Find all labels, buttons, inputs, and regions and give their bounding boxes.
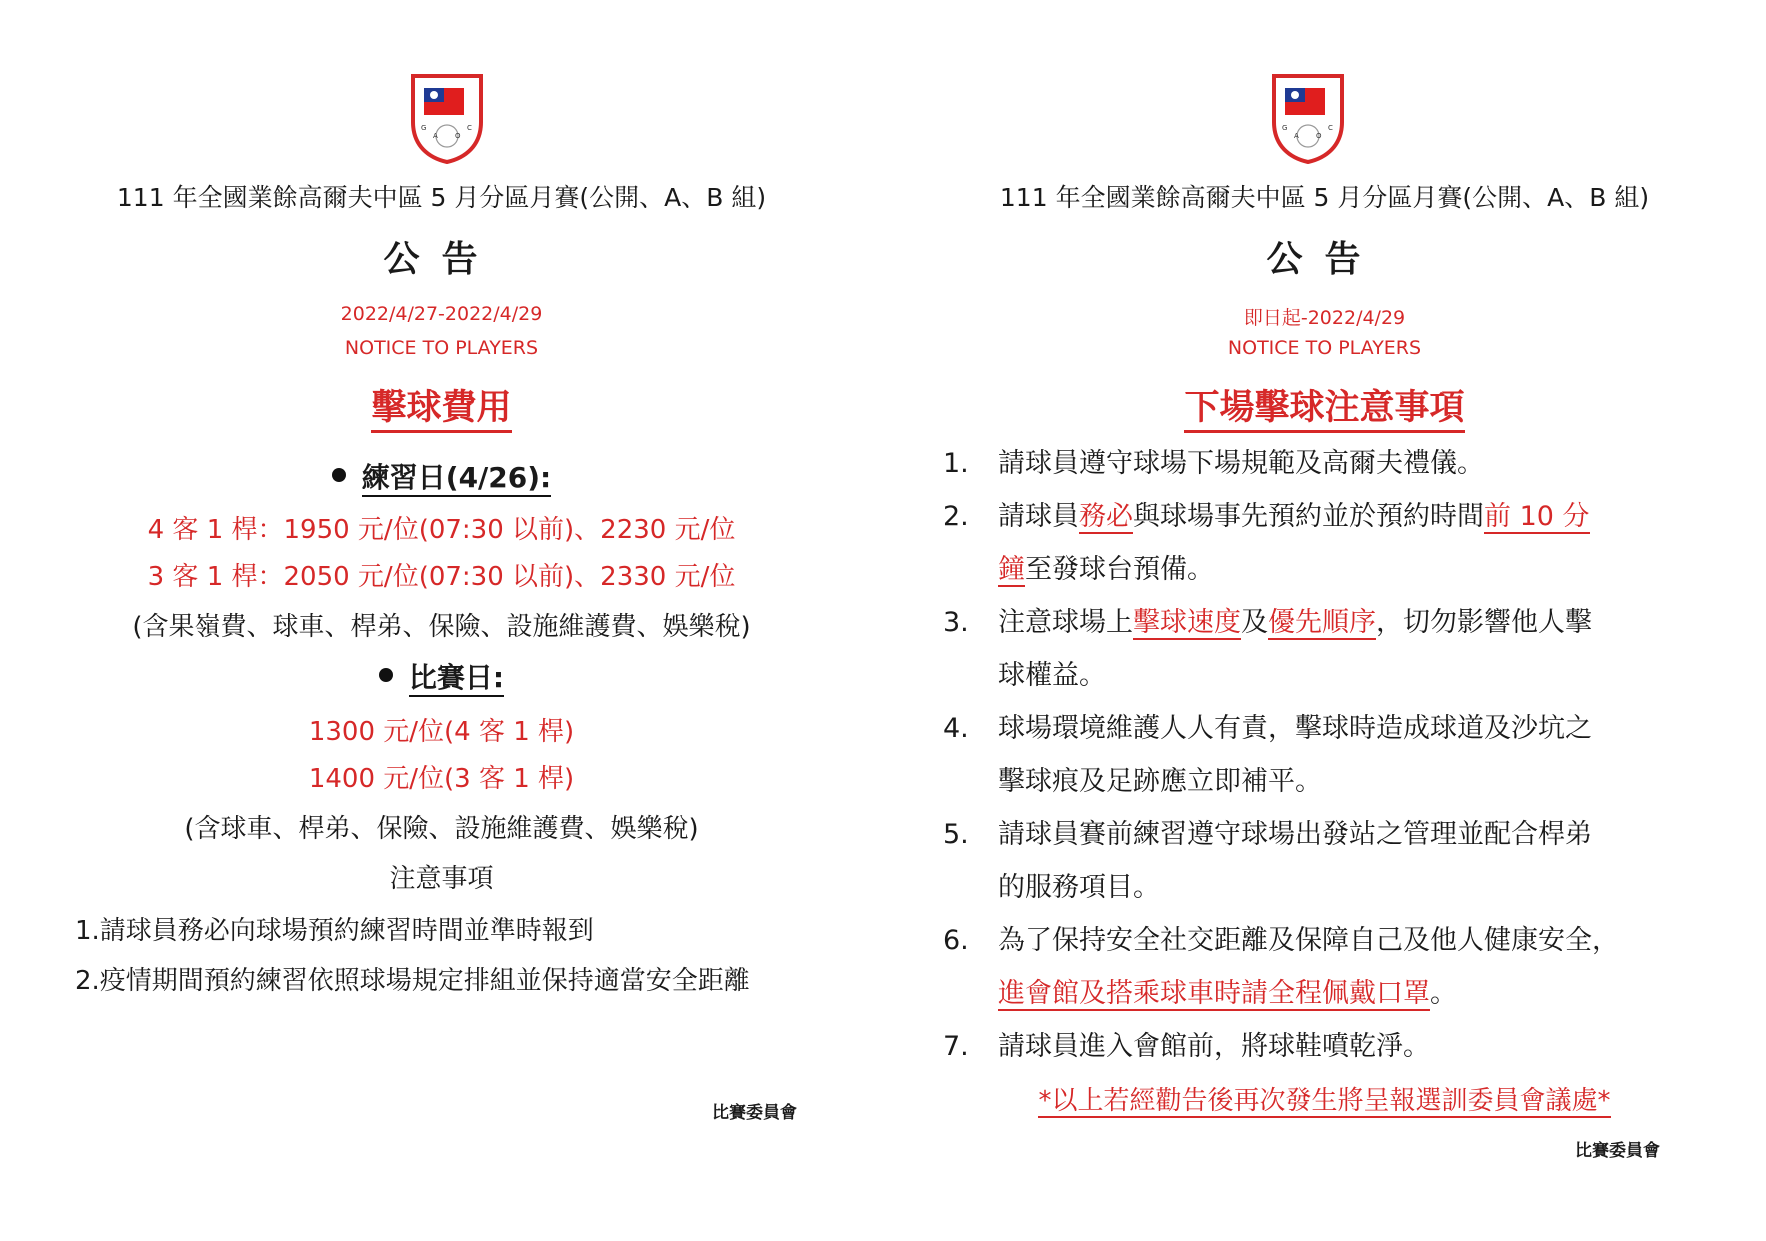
rule-highlight: 擊球速度: [1133, 607, 1241, 638]
rule-text: 球權益。: [998, 660, 1106, 691]
rule-text: 擊球痕及足跡應立即補平。: [998, 766, 1322, 797]
bullet-icon: [332, 468, 346, 482]
svg-text:O: O: [455, 132, 461, 140]
garoc-logo: [1268, 70, 1348, 165]
rule-text: 為了保持安全社交距離及保障自己及他人健康安全，: [998, 925, 1619, 956]
notice-heading: 公告: [383, 239, 500, 280]
rule-text: 請球員: [998, 501, 1079, 532]
note-item: 2.疫情期間預約練習依照球場規定排組並保持適當安全距離: [75, 966, 750, 996]
rule-text: 的服務項目。: [998, 872, 1160, 903]
match-fee-line: 1400 元/位(3 客 1 桿): [308, 764, 575, 794]
event-title: 111 年全國業餘高爾夫中區 5 月分區月賽(公開、A、B 組): [116, 183, 767, 212]
rule-text: 請球員遵守球場下場規範及高爾夫禮儀。: [998, 448, 1484, 479]
rule-text: 與球場事先預約並於預約時間: [1133, 501, 1484, 532]
committee-signature: 比賽委員會: [712, 1103, 797, 1123]
rule-highlight: 進會館及搭乘球車時請全程佩戴口罩: [998, 978, 1430, 1009]
notice-to-players: NOTICE TO PLAYERS: [1227, 337, 1422, 359]
svg-text:C: C: [1328, 124, 1333, 132]
match-fee-includes: (含球車、桿弟、保險、設施維護費、娛樂稅): [184, 814, 699, 844]
match-day-label: 比賽日:: [409, 661, 504, 697]
right-notice-panel: [883, 0, 1766, 1241]
svg-text:G: G: [421, 124, 427, 132]
rule-number: 3.: [943, 607, 969, 638]
practice-day-heading: [0, 456, 883, 496]
practice-fee-line: 3 客 1 桿：2050 元/位(07:30 以前)、2330 元/位: [147, 562, 736, 592]
rule-text: 請球員賽前練習遵守球場出發站之管理並配合桿弟: [998, 819, 1592, 850]
rule-text: 球場環境維護人人有責，擊球時造成球道及沙坑之: [998, 713, 1592, 744]
svg-text:G: G: [1282, 124, 1288, 132]
rule-text: ，切勿影響他人擊: [1376, 607, 1592, 638]
rule-highlight: 優先順序: [1268, 607, 1376, 638]
rule-highlight: 務必: [1079, 501, 1133, 532]
committee-signature: 比賽委員會: [1575, 1141, 1660, 1161]
section-title: [883, 380, 1766, 430]
practice-day-label: 練習日(4/26):: [362, 461, 551, 497]
rule-text: 及: [1241, 607, 1268, 638]
svg-text:A: A: [433, 132, 438, 140]
rule-number: 6.: [943, 925, 969, 956]
notice-to-players: NOTICE TO PLAYERS: [344, 337, 539, 359]
practice-fee-includes: (含果嶺費、球車、桿弟、保險、設施維護費、娛樂稅): [132, 612, 751, 642]
bullet-icon: [379, 668, 393, 682]
match-fee-line: 1300 元/位(4 客 1 桿): [308, 717, 575, 747]
svg-text:O: O: [1316, 132, 1322, 140]
rule-text: 請球員進入會館前，將球鞋噴乾淨。: [998, 1031, 1430, 1062]
rule-text: 。: [1430, 978, 1457, 1009]
warning-text: *以上若經勸告後再次發生將呈報選訓委員會議處*: [1038, 1086, 1611, 1116]
note-item: 1.請球員務必向球場預約練習時間並準時報到: [75, 916, 594, 946]
section-title: [0, 380, 883, 430]
practice-fee-line: 4 客 1 桿：1950 元/位(07:30 以前)、2230 元/位: [147, 515, 736, 545]
svg-text:A: A: [1294, 132, 1299, 140]
rule-number: 4.: [943, 713, 969, 744]
date-range: 即日起-2022/4/29: [1243, 307, 1406, 329]
rule-number: 5.: [943, 819, 969, 850]
notes-heading: 注意事項: [389, 864, 494, 894]
garoc-logo: [407, 70, 487, 165]
rule-highlight: 鐘: [998, 554, 1025, 585]
section-title-text: 擊球費用: [371, 388, 511, 433]
rule-text: 注意球場上: [998, 607, 1133, 638]
rule-highlight: 前 10 分: [1484, 501, 1590, 532]
notice-heading: 公告: [1266, 239, 1383, 280]
svg-text:C: C: [467, 124, 472, 132]
event-title: 111 年全國業餘高爾夫中區 5 月分區月賽(公開、A、B 組): [999, 183, 1650, 212]
rule-number: 1.: [943, 448, 969, 479]
section-title-text: 下場擊球注意事項: [1184, 388, 1464, 433]
date-range: 2022/4/27-2022/4/29: [340, 303, 543, 325]
rule-text: 至發球台預備。: [1025, 554, 1214, 585]
match-day-heading: [0, 656, 883, 696]
rule-number: 2.: [943, 501, 969, 532]
rule-number: 7.: [943, 1031, 969, 1062]
warning-note: [883, 1080, 1766, 1117]
